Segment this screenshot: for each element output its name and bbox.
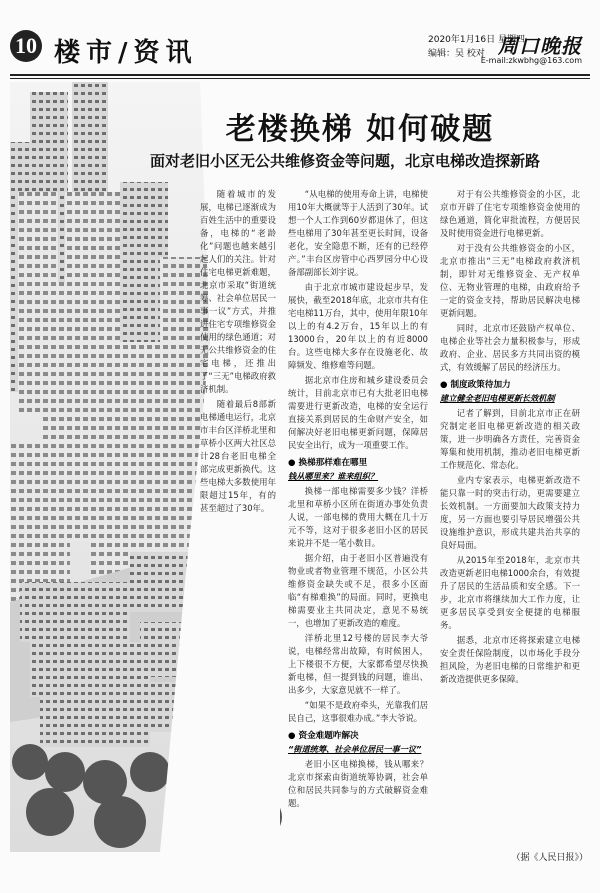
body-paragraph: 洋桥北里12号楼的居民李大爷说，电梯经常出故障，有时候困人，上下楼很不方便，大家都希望尽快换新电梯，但一提到钱的问题，谁出、出多少，大家意见就不一样了。 xyxy=(288,633,428,695)
section-subheading: ● 换梯那样难在哪里 xyxy=(288,458,368,468)
body-paragraph: 同时，北京市还鼓励产权单位、电梯企业等社会力量积极参与，形成政府、企业、居民多方共同出资的模式，有效缓解了居民的经济压力。 xyxy=(440,323,580,372)
paper-logo: 周口晚报 xyxy=(498,34,582,58)
editor-credit: 编辑：吴 校对 xyxy=(428,49,485,59)
section-subheading: “街道统筹、社会单位居民一事一议” xyxy=(288,744,422,754)
header-rule xyxy=(10,74,590,76)
header-rule-thin xyxy=(10,78,590,79)
article-column-2 xyxy=(440,188,580,848)
body-paragraph: 对于有公共维修资金的小区，北京市开辟了住宅专项维修资金使用的绿色通道，简化审批流程，方便居民及时使用资金进行电梯更新。 xyxy=(440,189,580,238)
body-paragraph: 记者了解到，目前北京市正在研究制定老旧电梯更新改造的相关政策，进一步明确各方责任，完善资金筹集和使用机制，推动老旧电梯更新工作规范化、常态化。 xyxy=(440,408,580,470)
body-paragraph: 据北京市住房和城乡建设委员会统计，目前北京市已有大批老旧电梯需要进行更新改造，电梯的安全运行直接关系到居民的生命财产安全，如何解决好老旧电梯更新问题，保障居民安全出行，成为一项重要工作。 xyxy=(288,375,428,450)
body-paragraph: “如果不是政府牵头，光靠我们居民自己，这事很难办成。”李大爷说。 xyxy=(288,700,428,723)
body-paragraph: 从2015年至2018年，北京市共改造更新老旧电梯1000余台，有效提升了居民的生活品质和安全感。下一步，北京市将继续加大工作力度，让更多居民享受到安全便捷的电梯服务。 xyxy=(440,555,580,630)
article-column-1 xyxy=(288,188,428,848)
body-paragraph: 老旧小区电梯换梯，钱从哪来？北京市探索由街道统筹协调，社会单位和居民共同参与的方式破解资金难题。 xyxy=(288,759,428,808)
article-headline: 老楼换梯 如何破题 xyxy=(225,112,495,147)
body-paragraph: “从电梯的使用寿命上讲，电梯使用10年大概就等于人活到了30年。试想一个人工作到60岁都退休了，但这些电梯用了30年甚至更长时间，设备老化，安全隐患不断，还有的已经停产。”丰台区房管中心西罗园分中心设备部副部长刘宇说。 xyxy=(288,189,428,277)
body-paragraph: 业内专家表示，电梯更新改造不能只靠一时的突击行动，更需要建立长效机制。一方面要加大政策支持力度，另一方面也要引导居民增强公共设施维护意识，形成共建共治共享的良好局面。 xyxy=(440,475,580,550)
intro-paragraph: 随着城市的发展，电梯已逐渐成为百姓生活中的重要设备，电梯的“老龄化”问题也越来越引起人们的关注。针对住宅电梯更新难题，北京市采取“街道统筹、社会单位居民一事一议”方式，并推进住宅专项维修资金使用的绿色通道；对无公共维修资金的住宅电梯，还推出了“三无”电梯政府救济机制。 xyxy=(200,189,276,394)
page-header xyxy=(10,30,590,70)
body-paragraph: 据介绍，由于老旧小区普遍没有物业或者物业管理不规范，小区公共维修资金缺失或不足，很多小区面临“有梯难换”的局面。同时，更换电梯需要业主共同决定，意见不易统一，也增加了更新改造的难度。 xyxy=(288,553,428,628)
body-paragraph: 对于没有公共维修资金的小区，北京市推出“三无”电梯政府救济机制，即针对无维修资金、无产权单位、无物业管理的电梯，由政府给予一定的资金支持，帮助居民解决电梯更新问题。 xyxy=(440,243,580,318)
body-paragraph: 由于北京市城市建设起步早，发展快，截至2018年底，北京市共有住宅电梯11万台，其中，使用年限10年以上的有4.2万台，15年以上的有13000台，20年以上的有近8000台。这些电梯大多存在设施老化、故障频发、维修难等问题。 xyxy=(288,282,428,370)
article-subhead: 面对老旧小区无公共维修资金等问题，北京电梯改造探新路 xyxy=(149,152,540,170)
body-paragraph: 换梯一部电梯需要多少钱？洋桥北里和草桥小区所在街道办事处负责人说，一部电梯的费用大概在几十万元不等，这对于很多老旧小区的居民来说并不是一笔小数目。 xyxy=(288,486,428,548)
body-paragraph: 据悉，北京市还将探索建立电梯安全责任保险制度，以市场化手段分担风险，为老旧电梯的日常维护和更新改造提供更多保障。 xyxy=(440,635,580,684)
intro-paragraph: 随着最后8部新电梯通电运行，北京市丰台区洋桥北里和草桥小区两大社区总计28台老旧电梯全部完成更新换代。这些电梯大多数使用年限超过15年，有的甚至超过了30年。 xyxy=(200,399,276,513)
issue-date: 2020年1月16日 星期四 xyxy=(428,35,525,45)
section-subheading: ● 资金难题咋解决 xyxy=(288,731,359,741)
section-subheading: ● 制度政策待加力 xyxy=(440,380,511,390)
section-title: 楼市/资讯 xyxy=(54,38,198,68)
article-intro xyxy=(200,188,276,513)
source-credit: （据《人民日报》） xyxy=(511,853,588,863)
contact-email: E-mail:zkwbhg@163.com xyxy=(480,56,582,65)
section-subheading: 钱从哪里来？谁来组织？ xyxy=(288,471,379,481)
section-subheading: 建立健全老旧电梯更新长效机制 xyxy=(440,393,555,403)
page-number-badge: 10 xyxy=(10,30,42,62)
